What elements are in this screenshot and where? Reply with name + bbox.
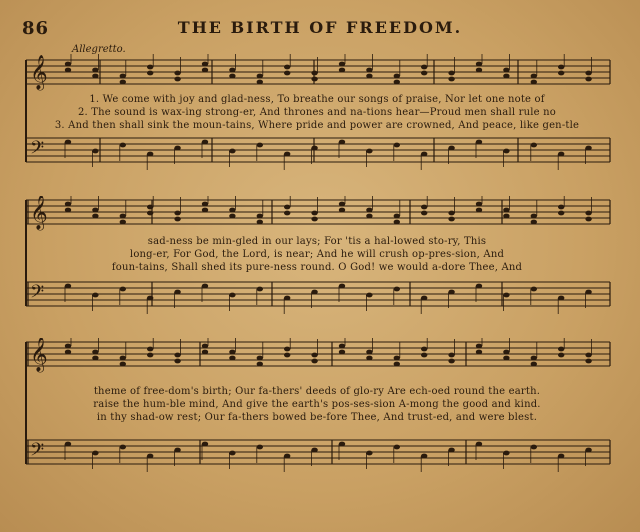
bass-note bbox=[339, 140, 345, 145]
bass-note bbox=[585, 290, 591, 295]
bass-note bbox=[558, 454, 564, 459]
bass-note bbox=[120, 445, 126, 450]
treble-note bbox=[174, 217, 180, 222]
bass-note bbox=[558, 296, 564, 301]
treble-note bbox=[421, 347, 427, 352]
treble-note bbox=[174, 211, 180, 216]
treble-note bbox=[476, 202, 482, 207]
bass-note bbox=[339, 284, 345, 289]
bass-note bbox=[476, 442, 482, 447]
bass-note bbox=[202, 284, 208, 289]
bass-note bbox=[503, 293, 509, 298]
treble-note bbox=[229, 208, 235, 213]
page-title: THE BIRTH OF FREEDOM. bbox=[177, 18, 463, 37]
bass-note bbox=[476, 284, 482, 289]
treble-note bbox=[284, 211, 290, 216]
bass-note bbox=[531, 445, 537, 450]
treble-note bbox=[92, 356, 98, 361]
treble-note bbox=[394, 356, 400, 361]
treble-note bbox=[257, 74, 263, 79]
page-number: 86 bbox=[22, 18, 50, 39]
treble-note bbox=[421, 205, 427, 210]
treble-note bbox=[339, 202, 345, 207]
treble-note bbox=[503, 350, 509, 355]
bass-note bbox=[147, 296, 153, 301]
treble-note bbox=[92, 208, 98, 213]
treble-note bbox=[311, 211, 317, 216]
treble-note bbox=[421, 71, 427, 76]
treble-note bbox=[65, 62, 71, 67]
bass-clef-icon: 𝄢 bbox=[30, 440, 45, 465]
bass-clef-icon: 𝄢 bbox=[30, 282, 45, 307]
treble-note bbox=[202, 62, 208, 67]
treble-note bbox=[202, 344, 208, 349]
bass-note bbox=[531, 287, 537, 292]
bass-note bbox=[229, 149, 235, 154]
treble-note bbox=[585, 359, 591, 364]
treble-note bbox=[257, 356, 263, 361]
treble-note bbox=[448, 353, 454, 358]
treble-note bbox=[202, 208, 208, 213]
bass-note bbox=[448, 146, 454, 151]
bass-clef-icon: 𝄢 bbox=[30, 138, 45, 163]
bass-note bbox=[448, 290, 454, 295]
treble-note bbox=[558, 65, 564, 70]
bass-note bbox=[92, 293, 98, 298]
bass-note bbox=[585, 146, 591, 151]
treble-note bbox=[503, 356, 509, 361]
bass-note bbox=[284, 296, 290, 301]
treble-note bbox=[147, 205, 153, 210]
treble-note bbox=[476, 208, 482, 213]
treble-note bbox=[531, 74, 537, 79]
bass-note bbox=[92, 149, 98, 154]
treble-note bbox=[531, 220, 537, 225]
treble-note bbox=[120, 80, 126, 85]
bass-note bbox=[147, 454, 153, 459]
music-system-3 bbox=[22, 338, 612, 488]
treble-note bbox=[65, 344, 71, 349]
treble-note bbox=[65, 68, 71, 73]
treble-note bbox=[257, 220, 263, 225]
treble-note bbox=[229, 214, 235, 219]
treble-note bbox=[421, 65, 427, 70]
treble-note bbox=[585, 353, 591, 358]
lyric-line: long-er, For God, the Lord, is near; And he will crush op-pres-sion, And bbox=[129, 249, 505, 260]
lyric-line: foun-tains, Shall shed its pure-ness round. O God! we would a-dore Thee, And bbox=[111, 262, 523, 273]
bass-note bbox=[394, 445, 400, 450]
treble-note bbox=[339, 62, 345, 67]
treble-note bbox=[394, 214, 400, 219]
treble-note bbox=[476, 62, 482, 67]
bass-note bbox=[366, 149, 372, 154]
treble-note bbox=[202, 350, 208, 355]
bass-note bbox=[202, 442, 208, 447]
treble-note bbox=[284, 353, 290, 358]
treble-note bbox=[394, 80, 400, 85]
bass-note bbox=[229, 293, 235, 298]
lyric-line: sad-ness be min-gled in our lays; For 'tis a hal-lowed sto-ry, This bbox=[147, 236, 487, 247]
bass-note bbox=[421, 454, 427, 459]
bass-note bbox=[311, 448, 317, 453]
treble-note bbox=[229, 350, 235, 355]
treble-note bbox=[311, 217, 317, 222]
bass-note bbox=[366, 451, 372, 456]
treble-note bbox=[558, 211, 564, 216]
treble-note bbox=[92, 350, 98, 355]
bass-note bbox=[257, 143, 263, 148]
treble-note bbox=[366, 208, 372, 213]
bass-note bbox=[257, 287, 263, 292]
bass-note bbox=[531, 143, 537, 148]
lyric-line: raise the hum-ble mind, And give the earth's pos-ses-sion A-mong the good and kind. bbox=[93, 399, 541, 410]
treble-note bbox=[174, 353, 180, 358]
treble-note bbox=[339, 208, 345, 213]
treble-note bbox=[202, 202, 208, 207]
bass-note bbox=[503, 149, 509, 154]
bass-note bbox=[421, 296, 427, 301]
treble-note bbox=[421, 211, 427, 216]
treble-note bbox=[421, 353, 427, 358]
bass-note bbox=[421, 152, 427, 157]
bass-note bbox=[65, 442, 71, 447]
bass-note bbox=[394, 143, 400, 148]
treble-note bbox=[311, 353, 317, 358]
treble-note bbox=[339, 68, 345, 73]
treble-note bbox=[147, 71, 153, 76]
treble-note bbox=[531, 362, 537, 367]
treble-clef-icon: 𝄞 bbox=[30, 196, 48, 230]
treble-note bbox=[476, 344, 482, 349]
treble-note bbox=[531, 80, 537, 85]
bass-note bbox=[284, 152, 290, 157]
bass-note bbox=[257, 445, 263, 450]
treble-note bbox=[558, 347, 564, 352]
lyric-line: 1. We come with joy and glad-ness, To breathe our songs of praise, Nor let one note of bbox=[89, 94, 545, 105]
treble-note bbox=[229, 356, 235, 361]
treble-note bbox=[585, 77, 591, 82]
treble-note bbox=[92, 214, 98, 219]
treble-note bbox=[147, 347, 153, 352]
lyric-line: theme of free-dom's birth; Our fa-thers' deeds of glo-ry Are ech-oed round the earth. bbox=[93, 386, 541, 397]
treble-note bbox=[448, 217, 454, 222]
lyric-line: 2. The sound is wax-ing strong-er, And thrones and na-tions hear—Proud men shall rule no bbox=[77, 107, 557, 118]
treble-note bbox=[476, 68, 482, 73]
treble-note bbox=[585, 211, 591, 216]
bass-note bbox=[558, 152, 564, 157]
bass-note bbox=[366, 293, 372, 298]
treble-note bbox=[531, 356, 537, 361]
bass-note bbox=[202, 140, 208, 145]
treble-note bbox=[174, 71, 180, 76]
treble-note bbox=[394, 220, 400, 225]
treble-note bbox=[284, 205, 290, 210]
treble-note bbox=[531, 214, 537, 219]
treble-note bbox=[394, 74, 400, 79]
bass-note bbox=[174, 290, 180, 295]
treble-note bbox=[257, 214, 263, 219]
treble-note bbox=[174, 359, 180, 364]
bass-note bbox=[174, 146, 180, 151]
treble-note bbox=[558, 353, 564, 358]
treble-note bbox=[366, 74, 372, 79]
treble-note bbox=[448, 359, 454, 364]
treble-note bbox=[120, 362, 126, 367]
bass-note bbox=[120, 287, 126, 292]
treble-note bbox=[65, 350, 71, 355]
music-system-1 bbox=[22, 54, 612, 174]
treble-note bbox=[65, 202, 71, 207]
treble-note bbox=[92, 74, 98, 79]
treble-note bbox=[366, 68, 372, 73]
treble-note bbox=[448, 77, 454, 82]
bass-note bbox=[92, 451, 98, 456]
treble-note bbox=[394, 362, 400, 367]
treble-note bbox=[147, 65, 153, 70]
bass-note bbox=[448, 448, 454, 453]
treble-note bbox=[503, 68, 509, 73]
treble-note bbox=[284, 347, 290, 352]
bass-note bbox=[174, 448, 180, 453]
bass-note bbox=[229, 451, 235, 456]
treble-note bbox=[366, 214, 372, 219]
treble-note bbox=[229, 68, 235, 73]
treble-note bbox=[120, 214, 126, 219]
treble-note bbox=[147, 353, 153, 358]
treble-note bbox=[147, 211, 153, 216]
bass-note bbox=[284, 454, 290, 459]
treble-note bbox=[448, 71, 454, 76]
treble-note bbox=[366, 350, 372, 355]
bass-note bbox=[476, 140, 482, 145]
bass-note bbox=[120, 143, 126, 148]
treble-note bbox=[120, 74, 126, 79]
treble-note bbox=[120, 220, 126, 225]
treble-note bbox=[229, 74, 235, 79]
treble-note bbox=[503, 74, 509, 79]
lyric-line: 3. And then shall sink the moun-tains, Where pride and power are crowned, And peace, like gen-tle bbox=[54, 120, 580, 131]
treble-note bbox=[311, 71, 317, 76]
treble-note bbox=[120, 356, 126, 361]
treble-note bbox=[311, 359, 317, 364]
bass-note bbox=[65, 284, 71, 289]
lyric-line: in thy shad-ow rest; Our fa-thers bowed be-fore Thee, And trust-ed, and were blest. bbox=[96, 412, 538, 423]
treble-note bbox=[284, 65, 290, 70]
bass-note bbox=[65, 140, 71, 145]
treble-note bbox=[558, 205, 564, 210]
treble-note bbox=[284, 71, 290, 76]
treble-note bbox=[558, 71, 564, 76]
treble-note bbox=[503, 208, 509, 213]
music-system-2 bbox=[22, 196, 612, 322]
treble-note bbox=[257, 80, 263, 85]
treble-note bbox=[585, 71, 591, 76]
treble-note bbox=[311, 77, 317, 82]
tempo-marking: Allegretto. bbox=[72, 44, 126, 55]
bass-note bbox=[311, 146, 317, 151]
treble-note bbox=[65, 208, 71, 213]
treble-note bbox=[339, 344, 345, 349]
bass-note bbox=[339, 442, 345, 447]
bass-note bbox=[147, 152, 153, 157]
treble-note bbox=[202, 68, 208, 73]
treble-clef-icon: 𝄞 bbox=[30, 55, 48, 90]
bass-note bbox=[394, 287, 400, 292]
treble-note bbox=[448, 211, 454, 216]
treble-note bbox=[476, 350, 482, 355]
treble-note bbox=[366, 356, 372, 361]
treble-note bbox=[585, 217, 591, 222]
treble-note bbox=[257, 362, 263, 367]
treble-clef-icon: 𝄞 bbox=[30, 338, 48, 372]
treble-note bbox=[92, 68, 98, 73]
treble-note bbox=[503, 214, 509, 219]
treble-note bbox=[339, 350, 345, 355]
treble-note bbox=[174, 77, 180, 82]
bass-note bbox=[585, 448, 591, 453]
bass-note bbox=[311, 290, 317, 295]
bass-note bbox=[503, 451, 509, 456]
